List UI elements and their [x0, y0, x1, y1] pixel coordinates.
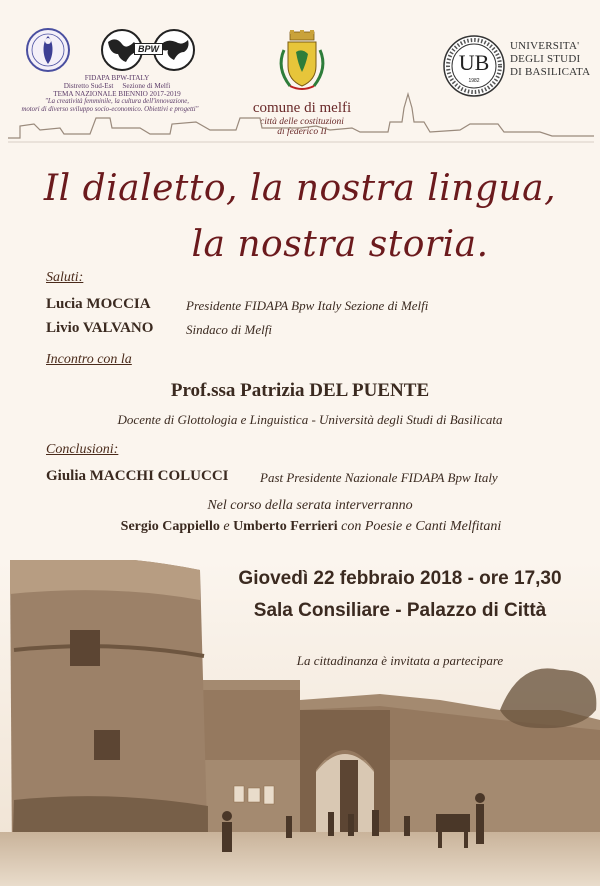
university-line-2: DEGLI STUDI: [510, 53, 581, 65]
conclusioni-name: Giulia MACCHI COLUCCI: [46, 468, 229, 484]
bpw-badge: [134, 43, 163, 55]
comune-name: comune di melfi: [252, 100, 352, 116]
performer-2: Umberto Ferrieri: [233, 519, 338, 534]
saluti-label: Saluti:: [46, 270, 84, 285]
fidapa-district: Distretto Sud-Est: [63, 82, 114, 90]
fidapa-org: FIDAPA BPW-ITALY: [84, 74, 150, 82]
fidapa-logos: [22, 26, 212, 74]
performers-rest: con Poesie e Canti Melfitani: [341, 519, 502, 534]
speaker-name: Prof.ssa Patrizia DEL PUENTE: [170, 380, 430, 401]
fidapa-emblem-icon: [22, 26, 212, 74]
event-invite: La cittadinanza è invitata a partecipare: [296, 653, 504, 668]
performers-line: [0, 519, 600, 535]
conclusioni-label: Conclusioni:: [46, 442, 119, 457]
fidapa-motto-1: "La creatività femminile, la cultura dell'innovazione,: [45, 98, 189, 105]
university-seal-letters: UB: [458, 50, 490, 75]
conclusioni-role: Past Presidente Nazionale FIDAPA Bpw Italy: [260, 470, 498, 485]
comune-sub-2: di federico II: [277, 127, 327, 137]
university-line-1: UNIVERSITA': [510, 40, 580, 52]
university-line-3: DI BASILICATA: [510, 66, 591, 78]
fidapa-section: Sezione di Melfi: [122, 82, 171, 90]
fidapa-theme: TEMA NAZIONALE BIENNIO 2017-2019: [53, 90, 181, 98]
bpw-badge-text: BPW: [138, 44, 159, 54]
performers-and: e: [223, 519, 230, 534]
incontro-label: Incontro con la: [46, 352, 132, 367]
saluti-name-2: Livio VALVANO: [46, 320, 154, 336]
saluti-name-1: Lucia MOCCIA: [46, 296, 151, 312]
title-line-2: la nostra storia.: [191, 224, 489, 265]
university-name: [510, 40, 590, 79]
performer-1: Sergio Cappiello: [120, 519, 220, 534]
speaker-role: Docente di Glottologia e Linguistica - Università degli Studi di Basilicata: [117, 412, 503, 427]
saluti-role-2: Sindaco di Melfi: [186, 322, 272, 337]
title-line-1: Il dialetto, la nostra lingua,: [43, 168, 557, 209]
saluti-role-1: Presidente FIDAPA Bpw Italy Sezione di Melfi: [186, 298, 429, 313]
header: [0, 0, 600, 150]
fidapa-motto-2: motori di diverso sviluppo socio-economico. Obiettivi e progetti": [21, 106, 199, 113]
event-venue: Sala Consiliare - Palazzo di Città: [253, 600, 547, 621]
comune-sub-1: città delle costituzioni: [260, 117, 344, 127]
university-seal-year: 1982: [468, 78, 480, 84]
event-date: Giovedì 22 febbraio 2018 - ore 17,30: [238, 568, 562, 589]
melfi-coat-of-arms-icon: [272, 30, 332, 94]
town-skyline-illustration: [0, 88, 600, 150]
serata-line: Nel corso della serata interverranno: [207, 498, 413, 513]
